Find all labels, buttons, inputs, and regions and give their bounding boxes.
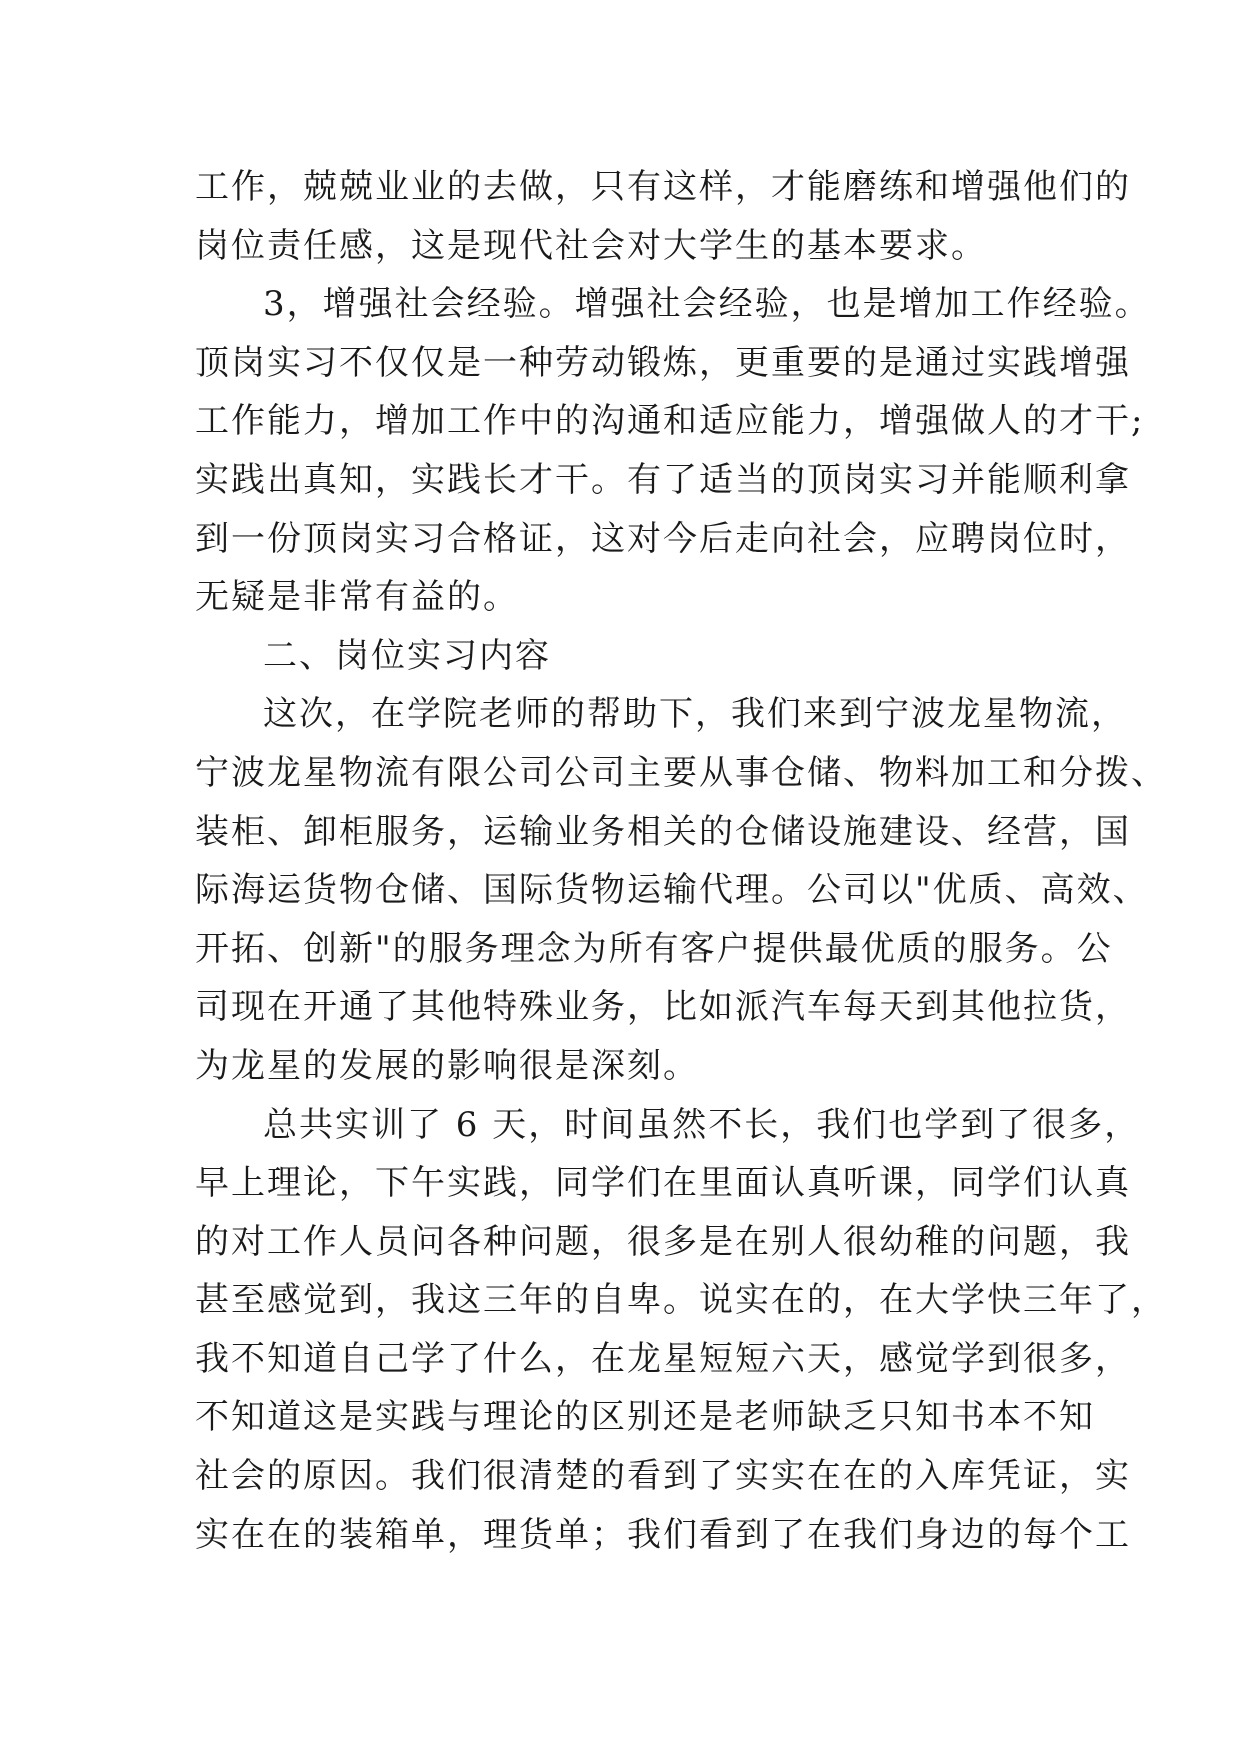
text-line-4: 顶岗实习不仅仅是一种劳动锻炼，更重要的是通过实践增强 [195, 342, 1131, 383]
text-line-24: 实在在的装箱单，理货单；我们看到了在我们身边的每个工 [195, 1514, 1131, 1555]
text-line-14: 开拓、创新"的服务理念为所有客户提供最优质的服务。公 [195, 928, 1113, 969]
text-line-21: 我不知道自己学了什么，在龙星短短六天，感觉学到很多， [195, 1338, 1131, 1379]
text-line-13: 际海运货物仓储、国际货物运输代理。公司以"优质、高效、 [195, 870, 1149, 911]
text-line-10: 这次，在学院老师的帮助下，我们来到宁波龙星物流， [263, 694, 1127, 735]
text-line-20: 甚至感觉到，我这三年的自卑。说实在的，在大学快三年了， [195, 1280, 1167, 1321]
text-line-5: 工作能力，增加工作中的沟通和适应能力，增强做人的才干; [195, 401, 1145, 442]
text-line-11: 宁波龙星物流有限公司公司主要从事仓储、物料加工和分拨、 [195, 752, 1167, 793]
text-line-7: 到一份顶岗实习合格证，这对今后走向社会，应聘岗位时， [195, 518, 1131, 559]
text-line-23: 社会的原因。我们很清楚的看到了实实在在的入库凭证，实 [195, 1456, 1131, 1497]
text-line-1: 工作，兢兢业业的去做，只有这样，才能磨练和增强他们的 [195, 167, 1131, 207]
text-line-8: 无疑是非常有益的。 [195, 577, 519, 618]
text-line-12: 装柜、卸柜服务，运输业务相关的仓储设施建设、经营，国 [195, 811, 1131, 852]
text-line-18: 早上理论，下午实践，同学们在里面认真听课，同学们认真 [195, 1163, 1131, 1204]
text-line-15: 司现在开通了其他特殊业务，比如派汽车每天到其他拉货， [195, 987, 1131, 1028]
text-line-22: 不知道这是实践与理论的区别还是老师缺乏只知书本不知 [195, 1397, 1095, 1438]
text-line-16: 为龙星的发展的影响很是深刻。 [195, 1045, 699, 1086]
text-line-6: 实践出真知，实践长才干。有了适当的顶岗实习并能顺利拿 [195, 459, 1131, 500]
text-line-3: 3，增强社会经验。增强社会经验，也是增加工作经验。 [263, 284, 1151, 325]
text-line-19: 的对工作人员问各种问题，很多是在别人很幼稚的问题，我 [195, 1221, 1131, 1262]
section-heading: 二、岗位实习内容 [263, 635, 551, 676]
body-text [195, 158, 1167, 1564]
text-line-2: 岗位责任感，这是现代社会对大学生的基本要求。 [195, 225, 987, 266]
text-line-17: 总共实训了 6 天，时间虽然不长，我们也学到了很多， [263, 1104, 1141, 1145]
